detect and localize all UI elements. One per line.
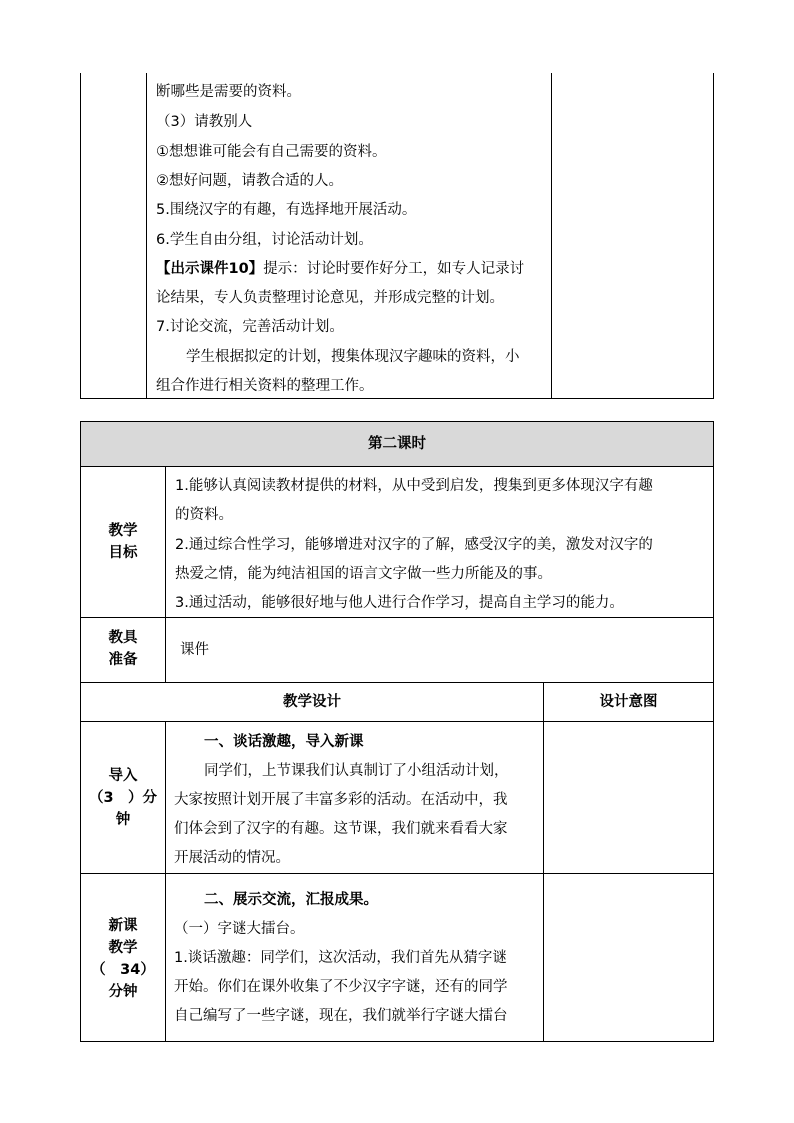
prep-value: 课件 xyxy=(180,642,209,658)
top-para-1: 学生根据拟定的计划，搜集体现汉字趣味的资料，小 xyxy=(186,349,520,365)
intro-label-1: 导入 xyxy=(108,768,138,784)
new-label-4: 分钟 xyxy=(108,984,138,1000)
top-line-4: ②想好问题，请教合适的人。 xyxy=(156,173,343,189)
prep-label-1: 教具 xyxy=(108,630,138,646)
new-label-3: （ 34） xyxy=(91,962,155,978)
new-line-2: 开始。你们在课外收集了不少汉字字谜，还有的同学 xyxy=(174,979,508,995)
new-heading: 二、展示交流，汇报成果。 xyxy=(204,892,378,908)
intro-line-2: 大家按照计划开展了丰富多彩的活动。在活动中，我 xyxy=(174,792,508,808)
goal-line-5: 3.通过活动，能够很好地与他人进行合作学习，提高自主学习的能力。 xyxy=(175,595,624,611)
col-header-design: 教学设计 xyxy=(283,694,341,710)
top-line-7: 7.讨论交流，完善活动计划。 xyxy=(156,319,344,335)
col-header-intent: 设计意图 xyxy=(599,694,658,710)
top-line-6: 6.学生自由分组，讨论活动计划。 xyxy=(156,232,373,248)
top-para-2: 组合作进行相关资料的整理工作。 xyxy=(156,378,374,394)
new-label-2: 教学 xyxy=(108,940,138,956)
new-line-1: 1.谈话激趣：同学们，这次活动，我们首先从猜字谜 xyxy=(174,950,507,966)
goal-line-2: 的资料。 xyxy=(175,507,233,523)
courseware-text: 提示：讨论时要作好分工，如专人记录讨 xyxy=(263,261,525,277)
top-line-3: ①想想谁可能会有自己需要的资料。 xyxy=(156,144,387,160)
goals-label-1: 教学 xyxy=(108,523,138,539)
new-sub: （一）字谜大擂台。 xyxy=(174,921,305,937)
new-label-1: 新课 xyxy=(108,918,138,934)
goal-line-3: 2.通过综合性学习，能够增进对汉字的了解，感受汉字的美，激发对汉字的 xyxy=(175,537,653,553)
intro-label-3: 钟 xyxy=(115,812,131,828)
new-line-3: 自己编写了一些字谜，现在，我们就举行字谜大擂台 xyxy=(174,1008,508,1024)
top-line-1: 断哪些是需要的资料。 xyxy=(156,84,301,100)
intro-line-3: 们体会到了汉字的有趣。这节课，我们就来看看大家 xyxy=(174,821,508,837)
goal-line-4: 热爱之情，能为纯洁祖国的语言文字做一些力所能及的事。 xyxy=(175,566,552,582)
intro-heading: 一、谈话激趣，导入新课 xyxy=(204,734,364,750)
top-line-5: 5.围绕汉字的有趣，有选择地开展活动。 xyxy=(156,202,417,218)
intro-label-2: （3 ）分 xyxy=(88,790,158,806)
courseware-line xyxy=(156,255,524,284)
lesson-title: 第二课时 xyxy=(368,436,426,452)
courseware-tag: 【出示课件10】 xyxy=(156,261,264,277)
courseware-line-2: 论结果，专人负责整理讨论意见，并形成完整的计划。 xyxy=(156,290,504,306)
goals-label-2: 目标 xyxy=(108,545,138,561)
top-line-2: （3）请教别人 xyxy=(156,114,253,130)
prep-label-2: 准备 xyxy=(108,652,138,668)
goal-line-1: 1.能够认真阅读教材提供的材料，从中受到启发，搜集到更多体现汉字有趣 xyxy=(175,478,653,494)
intro-line-4: 开展活动的情况。 xyxy=(174,850,290,866)
intro-line-1: 同学们，上节课我们认真制订了小组活动计划， xyxy=(204,763,509,779)
